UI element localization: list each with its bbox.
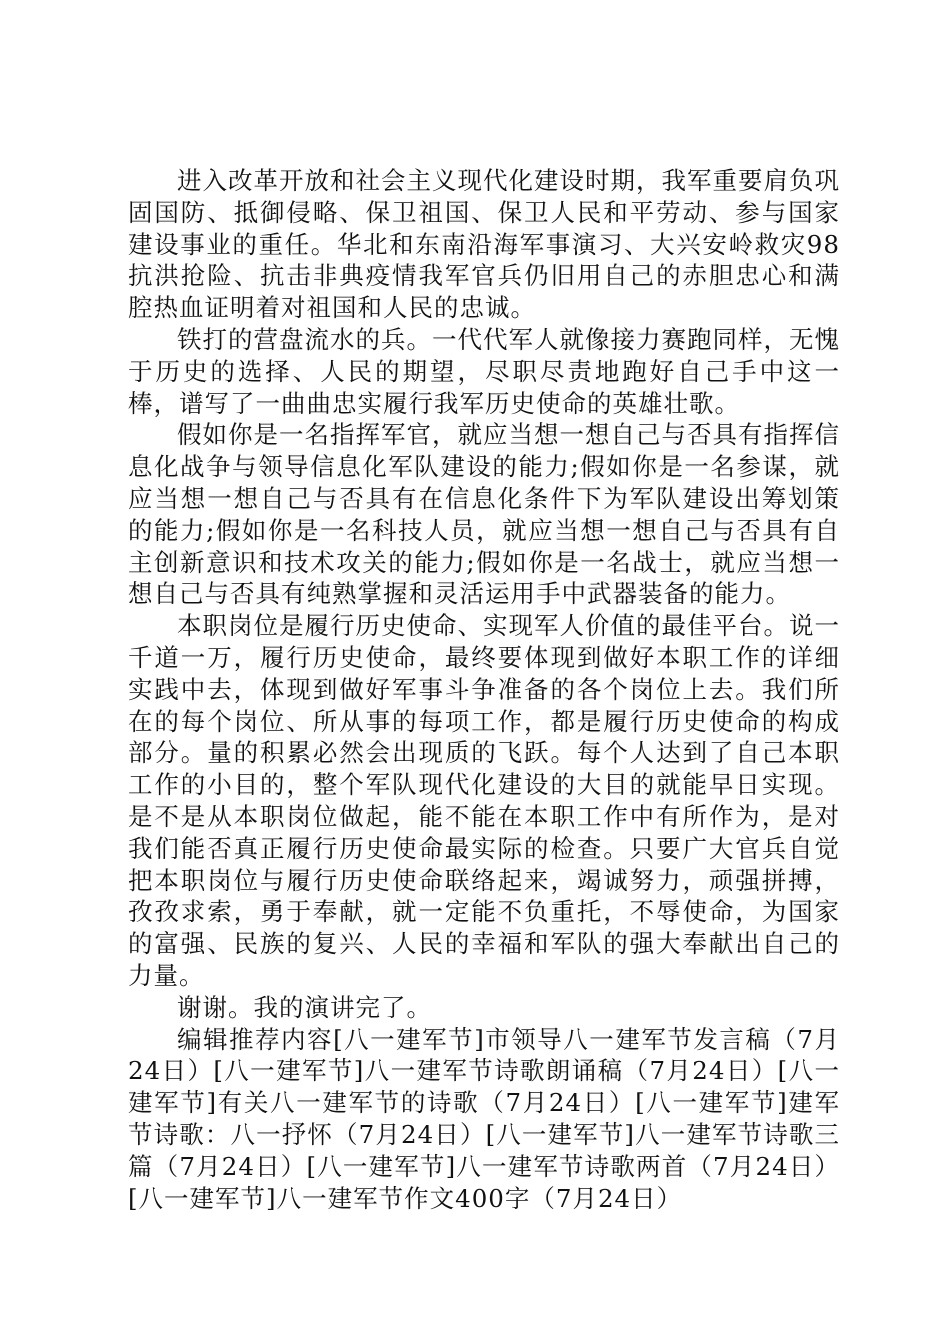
paragraph-if-you-are: 假如你是一名指挥军官，就应当想一想自己与否具有指挥信息化战争与领导信息化军队建设的能力;假如你是一名参谋，就应当想一想自己与否具有在信息化条件下为军队建设出筹划策的能力;假如你是一名科技人员，就应当想一想自己与否具有自主创新意识和技术攻关的能力;假如你是一名战士，就应当想一想自己与否具有纯熟掌握和灵活运用手中武器装备的能力。 <box>128 420 840 609</box>
paragraph-iron-camp: 铁打的营盘流水的兵。一代代军人就像接力赛跑同样，无愧于历史的选择、人民的期望，尽职尽责地跑好自己手中这一棒，谱写了一曲曲忠实履行我军历史使命的英雄壮歌。 <box>128 324 840 418</box>
paragraph-reform-era: 进入改革开放和社会主义现代化建设时期，我军重要肩负巩固国防、抵御侵略、保卫祖国、保卫人民和平劳动、参与国家建设事业的重任。华北和东南沿海军事演习、大兴安岭救灾98抗洪抢险、抗击非典疫情我军官兵仍旧用自己的赤胆忠心和满腔热血证明着对祖国和人民的忠诚。 <box>128 166 840 323</box>
paragraph-thanks: 谢谢。我的演讲完了。 <box>177 992 432 1022</box>
document-body <box>128 165 840 1214</box>
paragraph-duty-post: 本职岗位是履行历史使命、实现军人价值的最佳平台。说一千道一万，履行历史使命，最终要体现到做好本职工作的详细实践中去，体现到做好军事斗争准备的各个岗位上去。我们所在的每个岗位、所从事的每项工作，都是履行历史使命的构成部分。量的积累必然会出现质的飞跃。每个人达到了自己本职工作的小目的，整个军队现代化建设的大目的就能早日实现。是不是从本职岗位做起，能不能在本职工作中有所作为，是对我们能否真正履行历史使命最实际的检查。只要广大官兵自觉把本职岗位与履行历史使命联络起来，竭诚努力，顽强拼搏，孜孜求索，勇于奉献，就一定能不负重托，不辱使命，为国家的富强、民族的复兴、人民的幸福和军队的强大奉献出自己的力量。 <box>128 611 840 990</box>
paragraph-recommended-content: 编辑推荐内容[八一建军节]市领导八一建军节发言稿（7月24日）[八一建军节]八一建军节诗歌朗诵稿（7月24日）[八一建军节]有关八一建军节的诗歌（7月24日）[八一建军节]建军节诗歌：八一抒怀（7月24日）[八一建军节]八一建军节诗歌三篇（7月24日）[八一建军节]八一建军节诗歌两首（7月24日）[八一建军节]八一建军节作文400字（7月24日） <box>128 1024 840 1213</box>
